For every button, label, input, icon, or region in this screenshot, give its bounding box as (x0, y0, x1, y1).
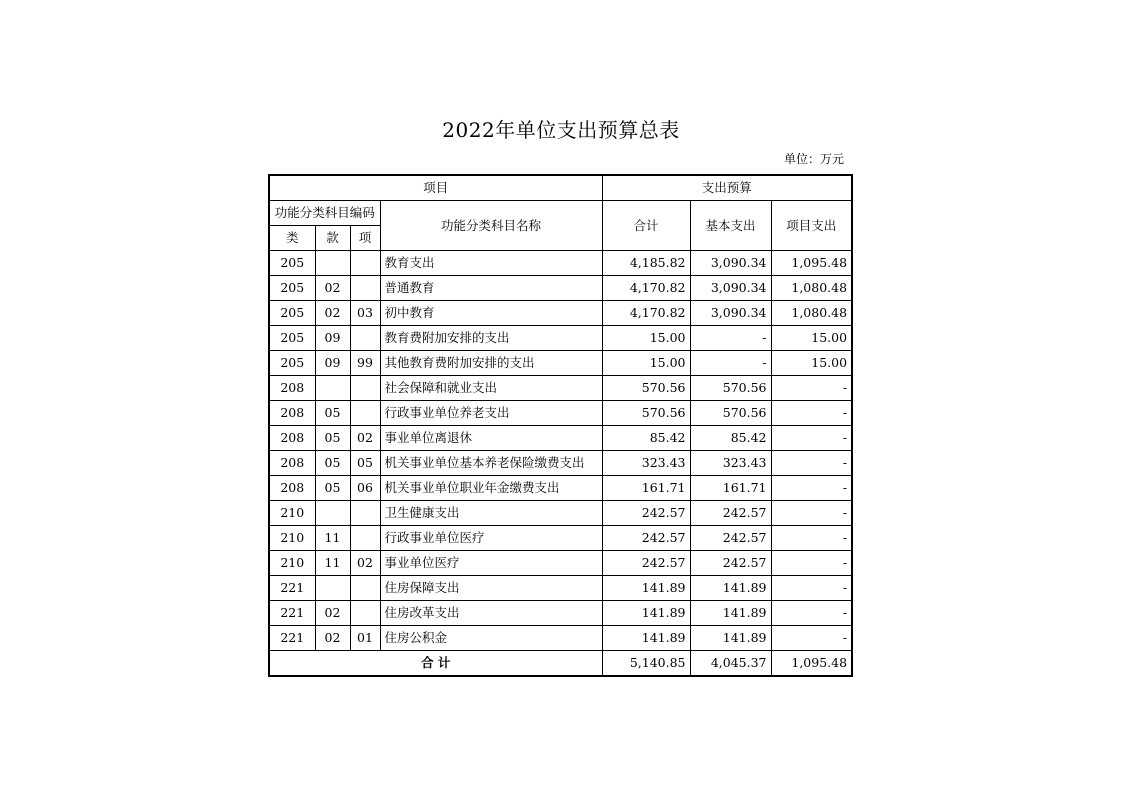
cell-basic: 570.56 (690, 401, 771, 426)
cell-kuan (315, 376, 350, 401)
cell-basic: 161.71 (690, 476, 771, 501)
cell-basic: 141.89 (690, 626, 771, 651)
cell-item: - (771, 551, 852, 576)
cell-xiang: 03 (350, 301, 380, 326)
total-basic: 4,045.37 (690, 651, 771, 677)
cell-name: 普通教育 (380, 276, 602, 301)
header-basic: 基本支出 (690, 201, 771, 251)
cell-name: 卫生健康支出 (380, 501, 602, 526)
cell-name: 行政事业单位养老支出 (380, 401, 602, 426)
cell-kuan: 05 (315, 401, 350, 426)
cell-basic: 3,090.34 (690, 301, 771, 326)
header-code-group: 功能分类科目编码 (269, 201, 380, 226)
cell-item: 15.00 (771, 351, 852, 376)
cell-item: - (771, 476, 852, 501)
cell-basic: - (690, 351, 771, 376)
cell-xiang: 99 (350, 351, 380, 376)
table-row (269, 276, 852, 301)
cell-lei: 221 (269, 626, 315, 651)
cell-kuan (315, 251, 350, 276)
cell-basic: 323.43 (690, 451, 771, 476)
cell-name: 机关事业单位基本养老保险缴费支出 (380, 451, 602, 476)
cell-kuan: 02 (315, 301, 350, 326)
cell-lei: 205 (269, 326, 315, 351)
cell-total: 242.57 (602, 526, 690, 551)
cell-xiang (350, 601, 380, 626)
cell-basic: - (690, 326, 771, 351)
cell-xiang (350, 276, 380, 301)
cell-item: - (771, 526, 852, 551)
header-lei: 类 (269, 226, 315, 251)
table-row (269, 526, 852, 551)
cell-xiang: 02 (350, 551, 380, 576)
cell-xiang (350, 401, 380, 426)
table-row (269, 476, 852, 501)
cell-name: 住房改革支出 (380, 601, 602, 626)
cell-lei: 210 (269, 501, 315, 526)
cell-total: 161.71 (602, 476, 690, 501)
cell-lei: 208 (269, 451, 315, 476)
cell-total: 4,185.82 (602, 251, 690, 276)
cell-lei: 221 (269, 576, 315, 601)
cell-item: 1,080.48 (771, 301, 852, 326)
cell-basic: 3,090.34 (690, 276, 771, 301)
cell-xiang: 05 (350, 451, 380, 476)
cell-kuan: 05 (315, 451, 350, 476)
cell-lei: 208 (269, 376, 315, 401)
header-budget: 支出预算 (602, 175, 852, 201)
cell-item: - (771, 376, 852, 401)
cell-total: 85.42 (602, 426, 690, 451)
cell-total: 15.00 (602, 326, 690, 351)
table-row (269, 401, 852, 426)
header-item: 项目支出 (771, 201, 852, 251)
cell-item: - (771, 451, 852, 476)
cell-xiang (350, 526, 380, 551)
cell-basic: 242.57 (690, 526, 771, 551)
cell-basic: 141.89 (690, 601, 771, 626)
cell-name: 事业单位医疗 (380, 551, 602, 576)
cell-item: - (771, 401, 852, 426)
total-label: 合 计 (269, 651, 602, 677)
cell-kuan (315, 501, 350, 526)
cell-basic: 570.56 (690, 376, 771, 401)
cell-total: 4,170.82 (602, 276, 690, 301)
cell-kuan (315, 576, 350, 601)
cell-xiang (350, 501, 380, 526)
table-row (269, 326, 852, 351)
cell-basic: 141.89 (690, 576, 771, 601)
cell-lei: 221 (269, 601, 315, 626)
header-xiang: 项 (350, 226, 380, 251)
cell-basic: 85.42 (690, 426, 771, 451)
header-row-1 (269, 175, 852, 201)
cell-total: 4,170.82 (602, 301, 690, 326)
cell-xiang: 01 (350, 626, 380, 651)
cell-total: 242.57 (602, 551, 690, 576)
cell-name: 事业单位离退休 (380, 426, 602, 451)
total-row (269, 651, 852, 677)
cell-total: 141.89 (602, 626, 690, 651)
cell-total: 242.57 (602, 501, 690, 526)
cell-name: 社会保障和就业支出 (380, 376, 602, 401)
cell-lei: 205 (269, 351, 315, 376)
cell-name: 住房公积金 (380, 626, 602, 651)
cell-basic: 242.57 (690, 501, 771, 526)
header-name: 功能分类科目名称 (380, 201, 602, 251)
cell-total: 570.56 (602, 401, 690, 426)
cell-kuan: 05 (315, 426, 350, 451)
cell-kuan: 02 (315, 276, 350, 301)
cell-item: - (771, 601, 852, 626)
cell-total: 570.56 (602, 376, 690, 401)
total-sum: 5,140.85 (602, 651, 690, 677)
cell-item: - (771, 426, 852, 451)
header-total: 合计 (602, 201, 690, 251)
cell-lei: 208 (269, 476, 315, 501)
table-row (269, 376, 852, 401)
cell-lei: 205 (269, 251, 315, 276)
cell-lei: 210 (269, 526, 315, 551)
table-row (269, 351, 852, 376)
cell-name: 其他教育费附加安排的支出 (380, 351, 602, 376)
cell-item: 1,080.48 (771, 276, 852, 301)
cell-name: 教育费附加安排的支出 (380, 326, 602, 351)
cell-item: - (771, 501, 852, 526)
header-kuan: 款 (315, 226, 350, 251)
cell-xiang (350, 376, 380, 401)
cell-kuan: 02 (315, 601, 350, 626)
cell-total: 141.89 (602, 576, 690, 601)
table-row (269, 601, 852, 626)
cell-total: 323.43 (602, 451, 690, 476)
cell-item: - (771, 626, 852, 651)
cell-kuan: 05 (315, 476, 350, 501)
cell-name: 初中教育 (380, 301, 602, 326)
cell-kuan: 11 (315, 551, 350, 576)
cell-name: 行政事业单位医疗 (380, 526, 602, 551)
cell-item: 1,095.48 (771, 251, 852, 276)
table-row (269, 301, 852, 326)
cell-xiang (350, 251, 380, 276)
table-row (269, 626, 852, 651)
table-row (269, 551, 852, 576)
cell-kuan: 11 (315, 526, 350, 551)
budget-table (268, 174, 853, 677)
cell-xiang (350, 326, 380, 351)
cell-name: 住房保障支出 (380, 576, 602, 601)
cell-kuan: 09 (315, 351, 350, 376)
cell-item: - (771, 576, 852, 601)
cell-lei: 210 (269, 551, 315, 576)
cell-lei: 208 (269, 401, 315, 426)
cell-total: 141.89 (602, 601, 690, 626)
table-row (269, 576, 852, 601)
cell-basic: 3,090.34 (690, 251, 771, 276)
cell-basic: 242.57 (690, 551, 771, 576)
cell-lei: 208 (269, 426, 315, 451)
header-project: 项目 (269, 175, 602, 201)
cell-lei: 205 (269, 276, 315, 301)
cell-kuan: 09 (315, 326, 350, 351)
header-row-2 (269, 201, 852, 226)
table-row (269, 426, 852, 451)
page-title: 2022年单位支出预算总表 (442, 118, 680, 142)
table-row (269, 501, 852, 526)
cell-name: 教育支出 (380, 251, 602, 276)
total-item: 1,095.48 (771, 651, 852, 677)
cell-name: 机关事业单位职业年金缴费支出 (380, 476, 602, 501)
cell-xiang (350, 576, 380, 601)
unit-label: 单位：万元 (783, 152, 844, 166)
table-row (269, 451, 852, 476)
cell-kuan: 02 (315, 626, 350, 651)
cell-xiang: 02 (350, 426, 380, 451)
cell-xiang: 06 (350, 476, 380, 501)
cell-item: 15.00 (771, 326, 852, 351)
cell-lei: 205 (269, 301, 315, 326)
cell-total: 15.00 (602, 351, 690, 376)
table-row (269, 251, 852, 276)
